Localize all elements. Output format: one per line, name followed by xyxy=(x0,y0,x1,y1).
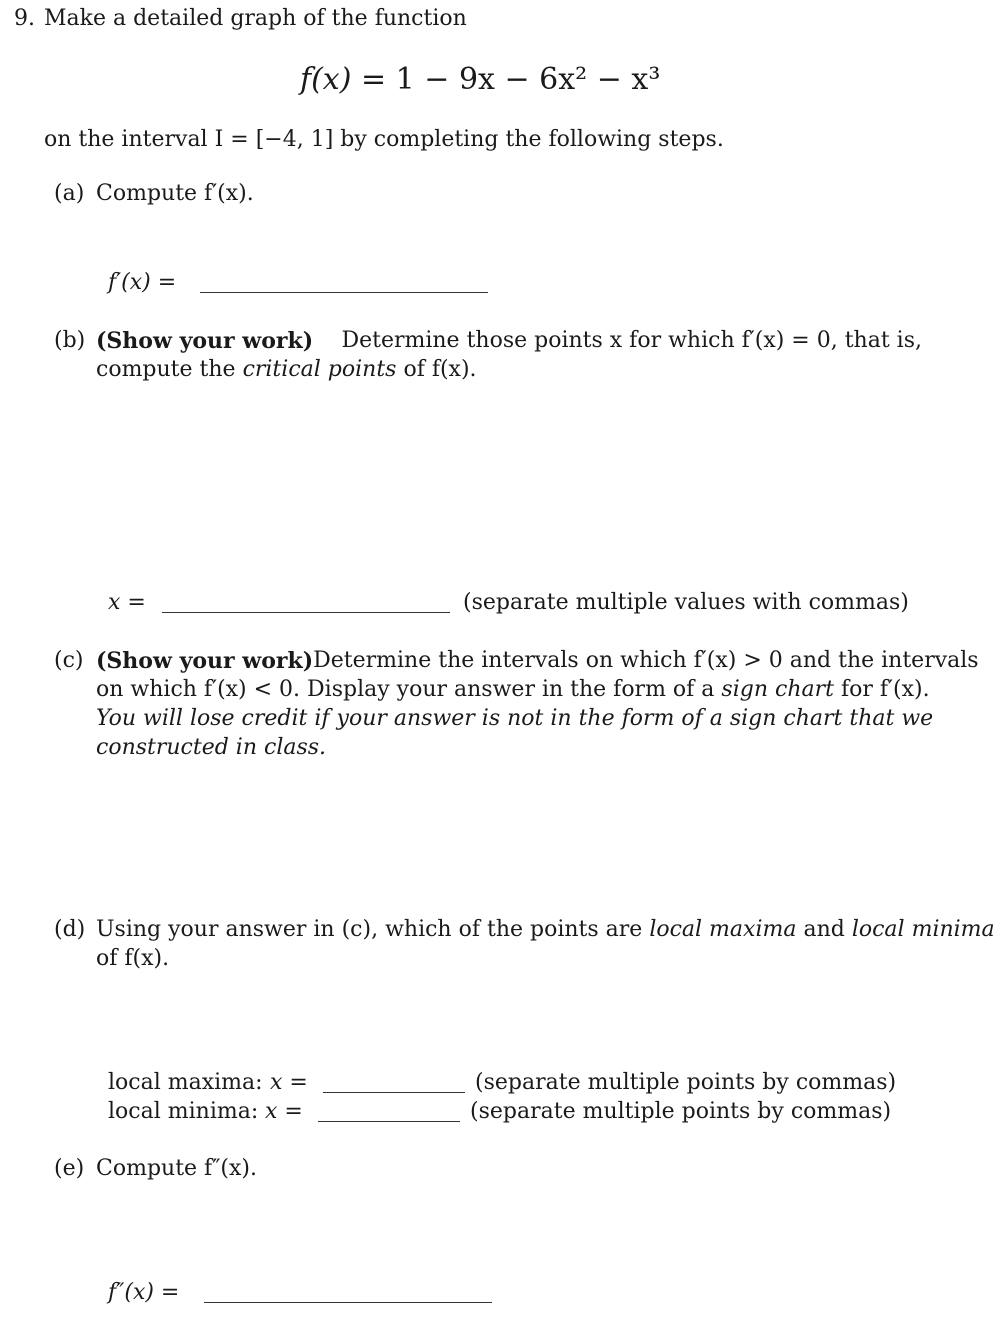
local-maxima-x-eq: x = xyxy=(270,1070,308,1095)
part-e-label: (e) xyxy=(54,1156,85,1181)
part-b-text1: Determine those points x for which f′(x) = 0, that is, xyxy=(341,328,922,353)
local-maxima-hint: (separate multiple points by commas) xyxy=(475,1070,897,1095)
local-minima-x-eq: x = xyxy=(265,1099,303,1124)
local-maxima-label: local maxima: xyxy=(108,1070,263,1095)
part-c-line2-pre: on which f′(x) < 0. Display your answer in the form of a xyxy=(96,677,722,702)
part-c-line4: constructed in class. xyxy=(96,735,327,760)
part-d-line1-pre: Using your answer in (c), which of the points are xyxy=(96,917,650,942)
part-b-answer-line[interactable] xyxy=(162,590,450,613)
problem-number: 9. xyxy=(14,6,35,31)
formula-rhs: = 1 − 9x − 6x² − x³ xyxy=(360,62,661,97)
part-c-label: (c) xyxy=(54,648,84,673)
part-c-text1: Determine the intervals on which f′(x) > 0 and the intervals xyxy=(313,648,979,673)
part-b-hint: (separate multiple values with commas) xyxy=(463,590,909,615)
part-c-line1 xyxy=(96,648,979,674)
part-d-line2: of f(x). xyxy=(96,946,170,971)
problem-intro: Make a detailed graph of the function xyxy=(44,6,467,31)
part-b-bold: (Show your work) xyxy=(96,328,314,354)
part-b-answer-label: x = xyxy=(108,590,146,615)
part-d-line1 xyxy=(96,917,995,942)
part-c-line2-post: for f′(x). xyxy=(833,677,930,702)
part-c-line2 xyxy=(96,677,930,702)
formula-lhs: f(x) xyxy=(300,62,352,97)
part-a-answer-label: f′(x) = xyxy=(108,270,177,295)
part-a-answer-line[interactable] xyxy=(200,270,488,293)
local-minima-hint: (separate multiple points by commas) xyxy=(470,1099,892,1124)
part-a-label: (a) xyxy=(54,181,85,206)
part-d-line1-mid: and xyxy=(796,917,852,942)
function-formula xyxy=(300,62,660,97)
part-e-text: Compute f″(x). xyxy=(96,1156,257,1181)
part-e-answer-line[interactable] xyxy=(204,1280,492,1303)
part-c-sign-chart: sign chart xyxy=(721,677,834,702)
part-b-line1 xyxy=(96,328,922,354)
local-maxima-answer-line[interactable] xyxy=(323,1070,465,1093)
part-d-label: (d) xyxy=(54,917,86,942)
interval-text: on the interval I = [−4, 1] by completing the following steps. xyxy=(44,127,724,152)
part-d-local-minima: local minima xyxy=(851,917,995,942)
local-minima-label: local minima: xyxy=(108,1099,259,1124)
part-b-line2 xyxy=(96,357,477,382)
part-d-local-maxima: local maxima xyxy=(649,917,797,942)
part-c-bold: (Show your work) xyxy=(96,648,314,674)
part-b-critical-points: critical points xyxy=(242,357,397,382)
part-c-line3: You will lose credit if your answer is not in the form of a sign chart that we xyxy=(96,706,934,731)
part-b-line2-pre: compute the xyxy=(96,357,243,382)
part-e-answer-label: f″(x) = xyxy=(108,1280,180,1305)
local-minima-answer-line[interactable] xyxy=(318,1099,460,1122)
part-b-label: (b) xyxy=(54,328,86,353)
part-a-text: Compute f′(x). xyxy=(96,181,254,206)
part-b-line2-post: of f(x). xyxy=(396,357,477,382)
